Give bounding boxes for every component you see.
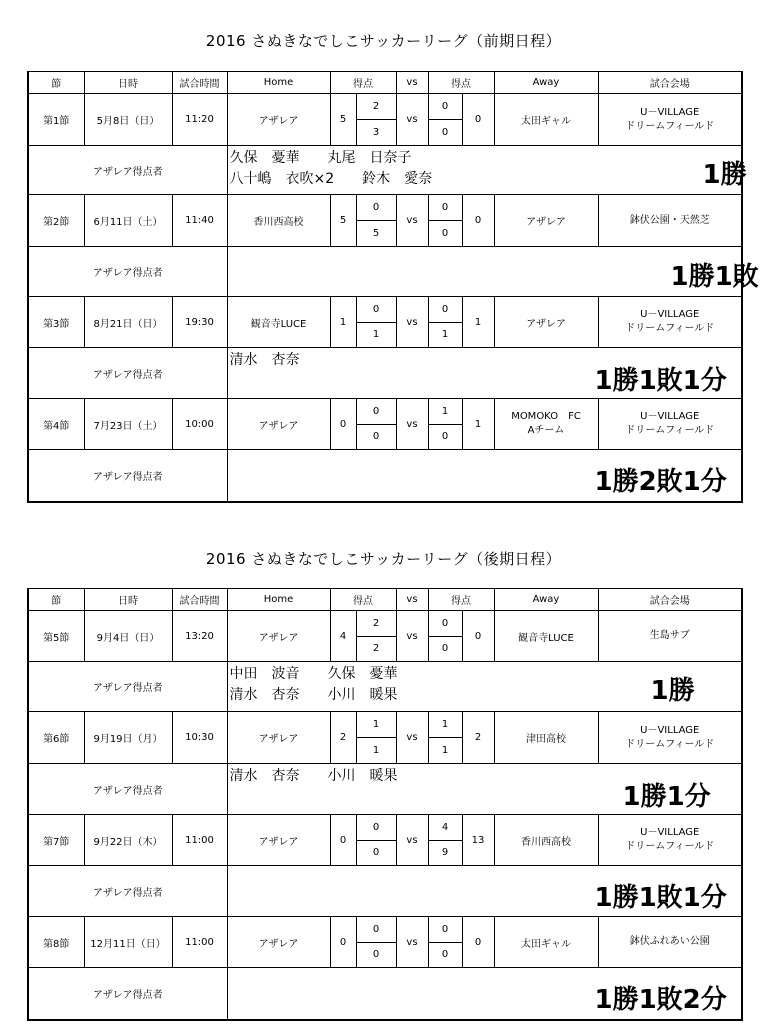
away-total: 1 [462,297,494,348]
round: 第4節 [28,399,84,450]
kickoff-time: 11:20 [172,94,227,146]
venue-line-1: 鉢伏ふれあい公園 [629,936,710,947]
away-team-line-2: Aチーム [527,425,565,436]
vs-label: vs [396,712,428,764]
venue-line-2: ドリームフィールド [625,323,715,334]
home-first-half: 2 [357,611,396,637]
scorers-cell [227,146,747,195]
away-second-half: 0 [441,949,449,961]
scorers-cell [227,450,742,502]
away-first-half: 0 [429,94,462,120]
home-second-half: 0 [372,847,380,859]
scorers-row [28,968,742,1020]
scorers-label: アザレア得点者 [28,348,227,399]
match-row [28,195,742,247]
match-date: 5月8日（日） [84,94,172,146]
home-first-half: 0 [357,815,396,841]
venue-line-1: U－VILLAGE [640,724,700,736]
round: 第7節 [28,815,84,866]
venue [598,611,742,662]
header-home: Home [227,72,330,94]
scorers-label: アザレア得点者 [28,146,227,195]
scorers-row [28,348,742,399]
venue [598,712,742,764]
scorers-cell [227,662,742,712]
away-first-half: 1 [429,399,462,425]
match-row [28,815,742,866]
scorers-row [28,662,742,712]
match-date: 12月11日（日） [84,917,172,968]
away-first-half: 0 [429,917,462,943]
vs-label: vs [396,611,428,662]
home-half-scores [356,94,396,146]
second-half-schedule-table [27,588,743,1021]
home-second-half: 5 [372,228,380,239]
away-half-scores [428,399,462,450]
season-record: 1勝 [702,160,747,190]
match-date: 9月19日（月） [84,712,172,764]
away-first-half: 0 [429,195,462,221]
table-header-row [28,589,742,611]
round: 第6節 [28,712,84,764]
home-half-scores [356,815,396,866]
venue-line-1: U－VILLAGE [640,106,700,118]
home-second-half: 0 [372,431,380,443]
vs-label: vs [396,94,428,146]
match-row [28,917,742,968]
away-second-half: 0 [441,431,449,443]
header-round: 節 [28,72,84,94]
home-total: 0 [330,399,356,450]
away-second-half: 0 [441,643,449,655]
first-half-schedule-table [27,71,759,503]
venue-line-2: ドリームフィールド [625,738,715,750]
away-half-scores [428,195,462,247]
away-first-half: 1 [429,712,462,738]
home-half-scores [356,399,396,450]
home-team: 香川西高校 [227,195,330,247]
home-first-half: 2 [357,94,396,120]
kickoff-time: 10:00 [172,399,227,450]
kickoff-time: 13:20 [172,611,227,662]
away-team-line-1: MOMOKO FC [511,411,581,422]
away-half-scores [428,917,462,968]
second-half-title: 2016 さぬきなでしこサッカーリーグ（後期日程） [205,550,562,568]
away-team [494,399,598,450]
vs-label: vs [396,297,428,348]
scorers-line-1: 久保 憂華 丸尾 日奈子 [229,150,412,166]
away-half-scores [428,815,462,866]
round: 第2節 [28,195,84,247]
home-total: 0 [330,917,356,968]
scorers-line-2: 清水 杏奈 小川 暖果 [229,687,398,703]
scorers-label: アザレア得点者 [28,866,227,917]
scorers-row [28,866,742,917]
venue [598,297,742,348]
scorers-row [28,247,742,297]
scorers-row [28,450,742,502]
home-half-scores [356,611,396,662]
kickoff-time: 10:30 [172,712,227,764]
home-total: 5 [330,195,356,247]
scorers-label: アザレア得点者 [28,662,227,712]
venue-line-2: ドリームフィールド [625,120,715,132]
scorers-cell [227,764,742,815]
header-vs: vs [396,72,428,94]
away-half-scores [428,297,462,348]
table-header-row [28,72,742,94]
scorers-label: アザレア得点者 [28,247,227,297]
away-team: 観音寺LUCE [494,611,598,662]
scorers-line-1: 中田 波音 久保 憂華 [229,666,398,682]
home-second-half: 1 [372,745,380,756]
vs-label: vs [396,399,428,450]
match-date: 9月4日（日） [84,611,172,662]
away-half-scores [428,94,462,146]
away-first-half: 4 [429,815,462,841]
scorers-label: アザレア得点者 [28,968,227,1020]
scorers-label: アザレア得点者 [28,764,227,815]
away-team: 太田ギャル [494,917,598,968]
home-total: 1 [330,297,356,348]
scorers-cell [227,866,742,917]
away-total: 2 [462,712,494,764]
header-date: 日時 [84,72,172,94]
home-second-half: 2 [372,643,380,655]
round: 第5節 [28,611,84,662]
away-second-half: 1 [441,745,449,756]
away-team: アザレア [494,195,598,247]
home-half-scores [356,712,396,764]
venue-line-1: 生島サブ [649,630,690,641]
away-first-half: 0 [429,611,462,637]
round: 第3節 [28,297,84,348]
season-record: 1勝 [650,676,695,706]
venue-line-1: 鉢伏公園・天然芝 [629,214,710,226]
away-second-half: 1 [441,329,449,341]
home-half-scores [356,195,396,247]
home-team: 観音寺LUCE [227,297,330,348]
vs-label: vs [396,815,428,866]
scorers-cell [227,247,759,297]
match-date: 6月11日（土） [84,195,172,247]
vs-label: vs [396,917,428,968]
away-half-scores [428,611,462,662]
scorers-line-1: 清水 杏奈 [229,352,300,368]
venue-line-1: U－VILLAGE [640,827,700,838]
kickoff-time: 19:30 [172,297,227,348]
venue-line-2: ドリームフィールド [625,841,715,852]
header-venue: 試合会場 [598,589,742,611]
scorers-cell [227,968,742,1020]
home-first-half: 0 [357,399,396,425]
away-total: 0 [462,94,494,146]
kickoff-time: 11:40 [172,195,227,247]
home-team: アザレア [227,917,330,968]
season-record: 1勝1敗1分 [594,883,727,913]
home-first-half: 0 [357,195,396,221]
round: 第1節 [28,94,84,146]
home-team: アザレア [227,712,330,764]
home-half-scores [356,917,396,968]
venue [598,917,742,968]
home-total: 0 [330,815,356,866]
home-team: アザレア [227,611,330,662]
home-total: 4 [330,611,356,662]
home-second-half: 1 [372,329,380,341]
venue-line-1: U－VILLAGE [640,309,700,320]
home-first-half: 1 [357,712,396,738]
home-first-half: 0 [357,917,396,943]
home-first-half: 0 [357,297,396,323]
header-round: 節 [28,589,84,611]
match-date: 9月22日（木） [84,815,172,866]
home-team: アザレア [227,399,330,450]
match-row [28,94,742,146]
header-away: Away [494,72,598,94]
home-half-scores [356,297,396,348]
home-total: 5 [330,94,356,146]
away-total: 0 [462,611,494,662]
scorers-cell [227,348,742,399]
scorers-label: アザレア得点者 [28,450,227,502]
away-first-half: 0 [429,297,462,323]
header-time: 試合時間 [172,72,227,94]
match-date: 7月23日（土） [84,399,172,450]
season-record: 1勝2敗1分 [594,467,727,497]
header-away: Away [494,589,598,611]
home-team: アザレア [227,94,330,146]
kickoff-time: 11:00 [172,815,227,866]
header-venue: 試合会場 [598,72,742,94]
scorers-line-2: 八十嶋 衣吹×2 鈴木 愛奈 [229,171,433,187]
home-team: アザレア [227,815,330,866]
away-half-scores [428,712,462,764]
first-half-title: 2016 さぬきなでしこサッカーリーグ（前期日程） [205,32,562,50]
away-second-half: 9 [441,847,449,859]
kickoff-time: 11:00 [172,917,227,968]
header-home-score: 得点 [330,72,396,94]
venue-line-2: ドリームフィールド [625,425,715,436]
match-date: 8月21日（日） [84,297,172,348]
scorers-row [28,146,742,195]
away-total: 13 [462,815,494,866]
season-record: 1勝1敗2分 [594,985,727,1015]
away-second-half: 0 [441,127,449,138]
header-home: Home [227,589,330,611]
match-row [28,297,742,348]
header-away-score: 得点 [428,589,494,611]
home-total: 2 [330,712,356,764]
away-team: アザレア [494,297,598,348]
season-record: 1勝1分 [622,782,711,812]
venue [598,195,742,247]
away-team: 津田高校 [494,712,598,764]
header-vs: vs [396,589,428,611]
venue [598,815,742,866]
home-second-half: 3 [372,127,380,138]
venue-line-1: U－VILLAGE [640,411,700,422]
header-time: 試合時間 [172,589,227,611]
header-away-score: 得点 [428,72,494,94]
header-home-score: 得点 [330,589,396,611]
away-team: 香川西高校 [494,815,598,866]
match-row [28,712,742,764]
match-row [28,399,742,450]
away-total: 1 [462,399,494,450]
scorers-row [28,764,742,815]
away-total: 0 [462,917,494,968]
venue [598,399,742,450]
away-second-half: 0 [441,228,449,239]
home-second-half: 0 [372,949,380,961]
season-record: 1勝1敗1分 [594,366,727,396]
scorers-line-1: 清水 杏奈 小川 暖果 [229,768,398,784]
away-team: 太田ギャル [494,94,598,146]
match-row [28,611,742,662]
round: 第8節 [28,917,84,968]
away-total: 0 [462,195,494,247]
season-record: 1勝1敗 [670,262,759,292]
venue [598,94,742,146]
header-date: 日時 [84,589,172,611]
vs-label: vs [396,195,428,247]
